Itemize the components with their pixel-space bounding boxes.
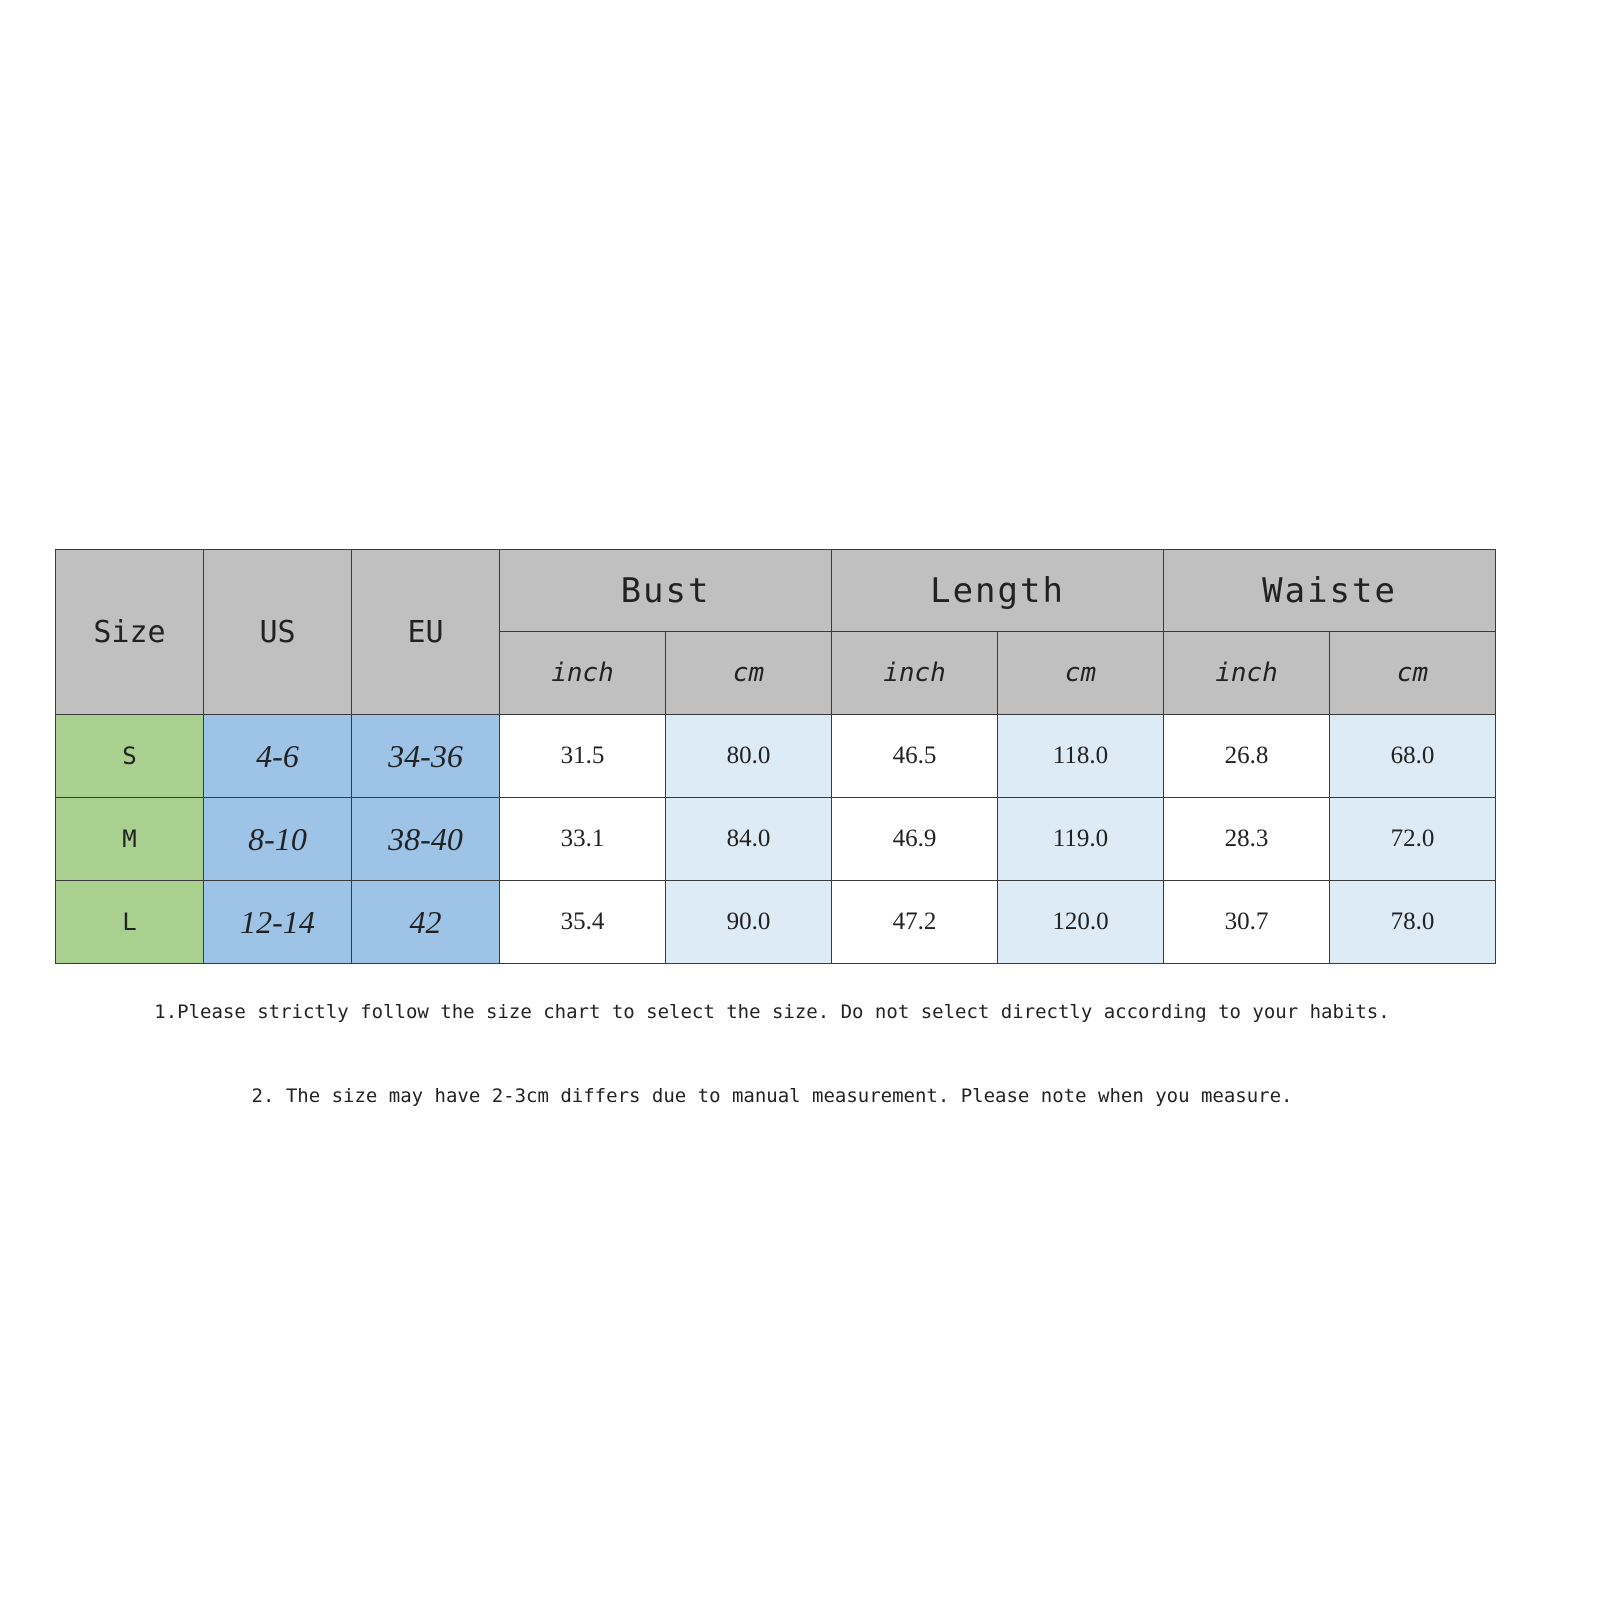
cell-bust-inch: 31.5 [500,715,666,798]
cell-size: M [56,798,204,881]
cell-length-cm: 119.0 [998,798,1164,881]
header-bust-inch: inch [500,632,666,715]
cell-length-inch: 47.2 [832,881,998,964]
cell-waiste-cm: 68.0 [1330,715,1496,798]
cell-eu: 42 [352,881,500,964]
cell-waiste-inch: 28.3 [1164,798,1330,881]
cell-length-inch: 46.5 [832,715,998,798]
cell-waiste-inch: 30.7 [1164,881,1330,964]
cell-bust-cm: 90.0 [666,881,832,964]
size-note-1: 1.Please strictly follow the size chart to select the size. Do not select directly according to your habits. [154,1001,1390,1023]
header-waiste-cm: cm [1330,632,1496,715]
header-bust: Bust [500,550,832,632]
cell-waiste-cm: 78.0 [1330,881,1496,964]
cell-size: L [56,881,204,964]
header-us: US [204,550,352,715]
cell-us: 4-6 [204,715,352,798]
cell-bust-cm: 84.0 [666,798,832,881]
size-chart-table [55,549,1496,964]
cell-length-cm: 118.0 [998,715,1164,798]
cell-length-cm: 120.0 [998,881,1164,964]
table-row [56,715,1496,798]
cell-eu: 34-36 [352,715,500,798]
cell-bust-inch: 33.1 [500,798,666,881]
table-row [56,798,1496,881]
header-length-inch: inch [832,632,998,715]
header-size: Size [56,550,204,715]
cell-us: 8-10 [204,798,352,881]
header-row-groups [56,550,1496,632]
cell-size: S [56,715,204,798]
cell-bust-cm: 80.0 [666,715,832,798]
size-note-2: 2. The size may have 2-3cm differs due to manual measurement. Please note when you measure. [251,1085,1293,1107]
cell-waiste-cm: 72.0 [1330,798,1496,881]
header-length: Length [832,550,1164,632]
header-bust-cm: cm [666,632,832,715]
header-waiste: Waiste [1164,550,1496,632]
table-row [56,881,1496,964]
header-length-cm: cm [998,632,1164,715]
cell-us: 12-14 [204,881,352,964]
cell-waiste-inch: 26.8 [1164,715,1330,798]
header-eu: EU [352,550,500,715]
cell-length-inch: 46.9 [832,798,998,881]
header-waiste-inch: inch [1164,632,1330,715]
cell-eu: 38-40 [352,798,500,881]
cell-bust-inch: 35.4 [500,881,666,964]
